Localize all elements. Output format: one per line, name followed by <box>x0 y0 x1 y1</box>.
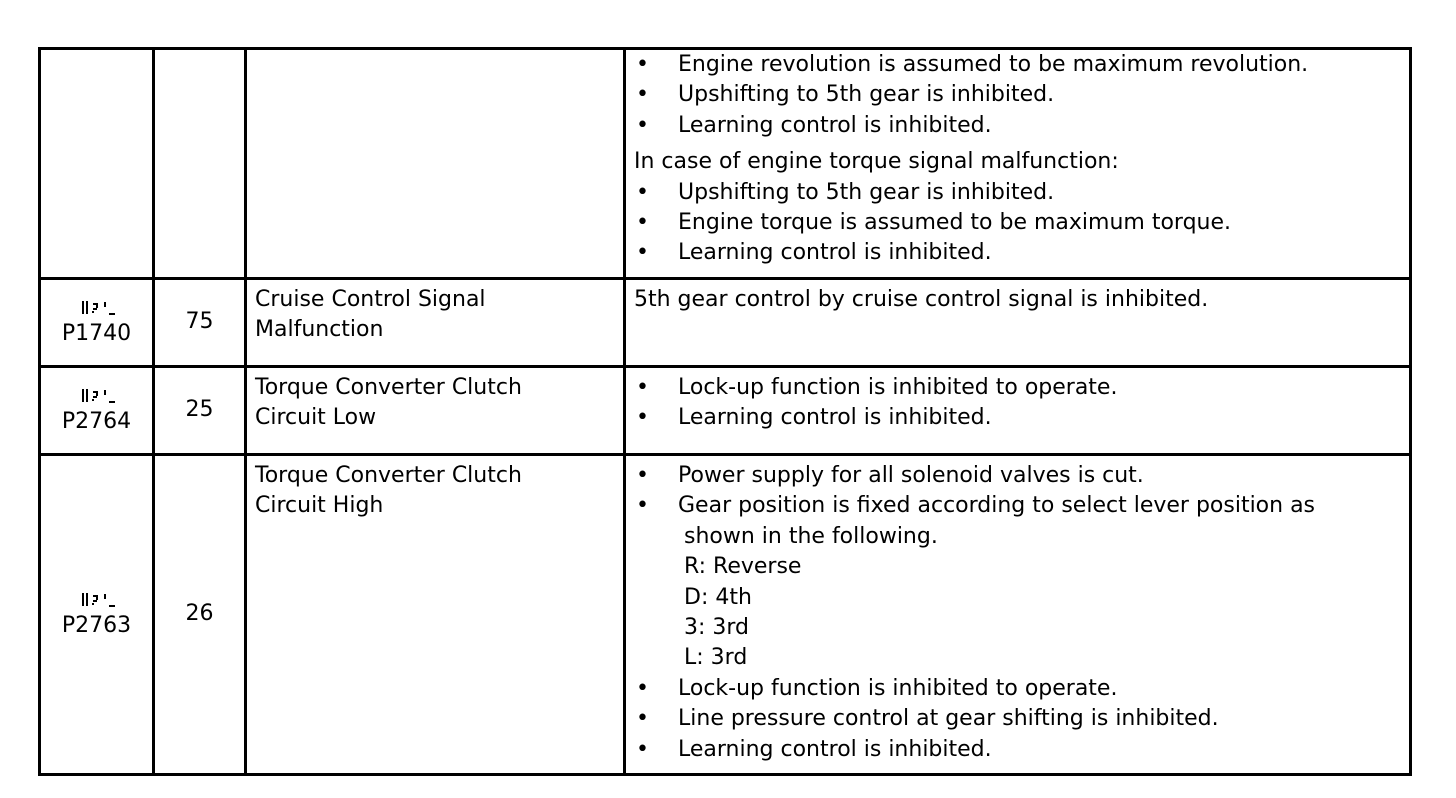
bullet-list <box>634 178 1403 269</box>
table-row <box>40 49 1411 279</box>
dtc-cell <box>40 455 154 775</box>
gear-position: D: 4th <box>684 584 752 610</box>
list-item: • Engine revolution is assumed to be maximum revolution. <box>634 50 1403 80</box>
item-cell <box>246 367 625 455</box>
mil-lamp-icon <box>71 297 123 319</box>
bullet-list <box>634 461 1403 765</box>
list-item: • Learning control is inhibited. <box>634 735 1403 765</box>
item-line: Cruise Control Signal <box>255 287 486 312</box>
mil-lamp-icon <box>71 589 123 611</box>
item-cell <box>246 455 625 775</box>
dtc-cell <box>40 367 154 455</box>
item-cell <box>246 49 625 279</box>
list-item: • Engine torque is assumed to be maximum torque. <box>634 208 1403 238</box>
table-row <box>40 367 1411 455</box>
dtc-code: P2763 <box>61 612 132 638</box>
fail-safe-cell <box>625 367 1411 455</box>
dtc-code: P1740 <box>61 320 132 346</box>
mil-lamp-icon <box>71 385 123 407</box>
list-item: • Learning control is inhibited. <box>634 403 1403 433</box>
condition-text: 5th gear control by cruise control signal is inhibited. <box>634 287 1209 312</box>
list-item-line: • Gear position is fixed according to select lever position as <box>678 493 1316 519</box>
item-line: Circuit Low <box>255 405 377 431</box>
dtc-cell <box>40 49 154 279</box>
list-item: • Line pressure control at gear shifting is inhibited. <box>634 704 1403 734</box>
item-line: Malfunction <box>255 317 384 343</box>
list-item: • Lock-up function is inhibited to operate. <box>634 674 1403 704</box>
table-row <box>40 279 1411 367</box>
item-line: Torque Converter Clutch <box>255 463 522 488</box>
item-line: Circuit High <box>255 493 384 519</box>
list-item: • Learning control is inhibited. <box>634 111 1403 141</box>
table-row <box>40 455 1411 775</box>
fail-safe-cell <box>625 279 1411 367</box>
gear-position: L: 3rd <box>684 645 748 671</box>
dtc-fail-safe-table <box>38 47 1412 776</box>
fail-safe-cell <box>625 455 1411 775</box>
list-item: • Power supply for all solenoid valves is cut. <box>634 461 1403 491</box>
code-cell <box>154 49 246 279</box>
item-cell <box>246 279 625 367</box>
gear-position: 3: 3rd <box>684 615 750 641</box>
code-cell: 75 <box>154 279 246 367</box>
code-cell: 25 <box>154 367 246 455</box>
list-item-line: shown in the following. <box>684 523 938 549</box>
list-item: • Upshifting to 5th gear is inhibited. <box>634 178 1403 208</box>
list-item: • Learning control is inhibited. <box>634 238 1403 268</box>
bullet-list <box>634 373 1403 434</box>
code-cell: 26 <box>154 455 246 775</box>
condition-heading: In case of engine torque signal malfunction: <box>634 149 1119 175</box>
dtc-cell <box>40 279 154 367</box>
list-item: • Lock-up function is inhibited to operate. <box>634 373 1403 403</box>
dtc-code: P2764 <box>61 408 132 434</box>
bullet-list <box>634 50 1403 141</box>
gear-position: R: Reverse <box>684 554 802 580</box>
fail-safe-cell <box>625 49 1411 279</box>
list-item <box>634 491 1403 673</box>
item-line: Torque Converter Clutch <box>255 375 522 400</box>
list-item: • Upshifting to 5th gear is inhibited. <box>634 80 1403 110</box>
